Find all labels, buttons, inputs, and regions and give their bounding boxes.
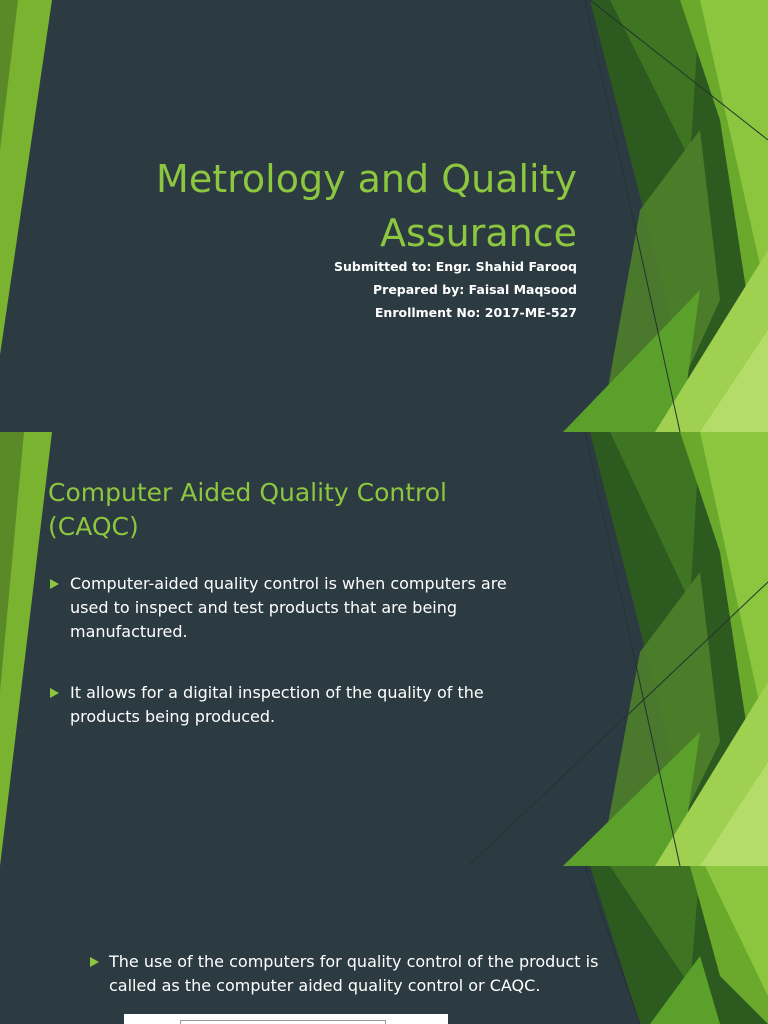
title-line-1: Metrology and Quality [156, 157, 577, 201]
triangle-right-icon [90, 957, 99, 967]
triangle-right-icon [50, 579, 59, 589]
list-item [88, 950, 648, 998]
bullet-text: The use of the computers for quality control of the product is called as the computer aided quality control or CAQC. [109, 952, 599, 995]
bullet-text: Computer-aided quality control is when computers are used to inspect and test products that are being manufactured. [70, 574, 507, 641]
slide-heading [48, 476, 518, 544]
list-item [48, 572, 538, 644]
image-border [180, 1020, 386, 1024]
bullet-text: It allows for a digital inspection of the quality of the products being produced. [70, 683, 484, 726]
title-line-2: Assurance [380, 211, 577, 255]
presentation-title [57, 152, 577, 260]
heading-line-1: Computer Aided Quality Control [48, 478, 447, 507]
bullet-list [48, 572, 538, 766]
heading-line-2: (CAQC) [48, 512, 139, 541]
prepared-by-text: Prepared by: Faisal Maqsood [373, 282, 577, 297]
list-item [48, 681, 538, 729]
bullet-list [88, 950, 648, 1024]
enrollment-text: Enrollment No: 2017-ME-527 [374, 305, 577, 320]
submitted-to-text: Submitted to: Engr. Shahid Farooq [333, 259, 577, 274]
slide-caqc-definition [0, 866, 768, 1024]
slide-caqc [0, 432, 768, 866]
slide-title [0, 0, 768, 432]
triangle-right-icon [50, 688, 59, 698]
embedded-image [124, 1014, 448, 1024]
